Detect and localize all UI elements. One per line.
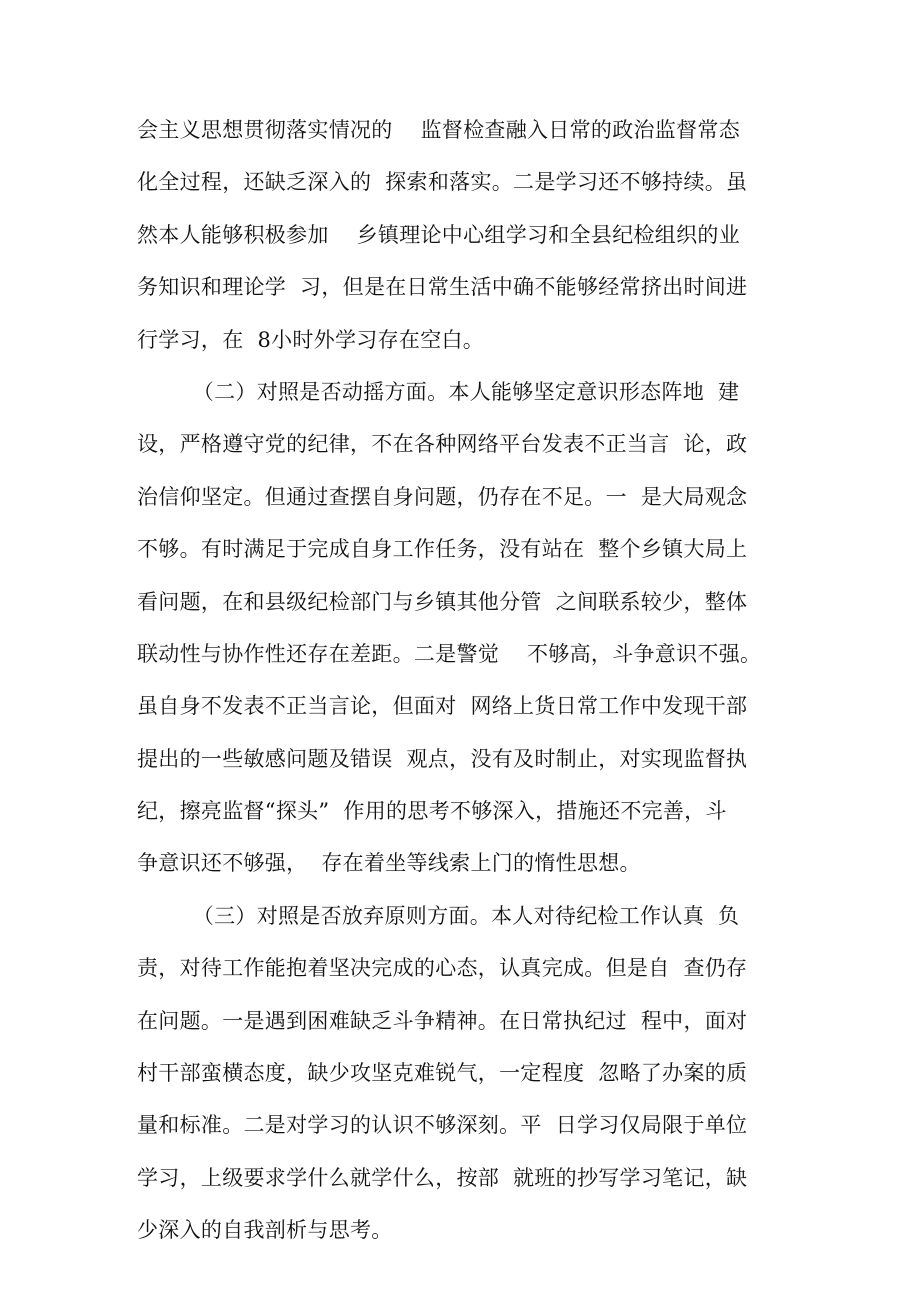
text-line: 争意识还不够强， 存在着坐等线索上门的惰性思想。 <box>137 851 641 876</box>
text-line: 村干部蛮横态度，缺少攻坚克难锐气，一定程度 忽略了办案的质 <box>137 1061 748 1086</box>
document-body <box>137 108 797 1261</box>
text-line: 然本人能够积极参加 乡镇理论中心组学习和全县纪检组织的业 <box>137 222 740 247</box>
text-line: 行学习，在 8小时外学习存在空白。 <box>137 327 485 352</box>
text-line: 务知识和理论学 习，但是在日常生活中确不能够经常挤出时间进 <box>137 275 748 300</box>
text-line: 治信仰坚定。但通过查摆自身问题，仍存在不足。一 是大局观念 <box>137 484 748 509</box>
text-line: 少深入的自我剖析与思考。 <box>137 1218 393 1243</box>
text-line: 会主义思想贯彻落实情况的 监督检查融入日常的政治监督常态 <box>137 118 740 142</box>
text-line: 责，对待工作能抱着坚决完成的心态，认真完成。但是自 查仍存 <box>137 956 748 981</box>
text-line: 在问题。一是遇到困难缺乏斗争精神。在日常执纪过 程中，面对 <box>137 1008 748 1033</box>
text-line: 量和标准。二是对学习的认识不够深刻。平 日学习仅局限于单位 <box>137 1113 748 1138</box>
text-line: 提出的一些敏感问题及错误 观点，没有及时制止，对实现监督执 <box>137 746 748 771</box>
text-line: 不够。有时满足于完成自身工作任务，没有站在 整个乡镇大局上 <box>137 537 748 562</box>
text-line: 看问题，在和县级纪检部门与乡镇其他分管 之间联系较少，整体 <box>137 589 748 614</box>
text-line: 虽自身不发表不正当言论，但面对 网络上货日常工作中发现干部 <box>137 694 748 719</box>
text-line: 学习，上级要求学什么就学什么，按部 就班的抄写学习笔记，缺 <box>137 1165 748 1190</box>
text-line: 纪，擦亮监督“探头” 作用的思考不够深入，措施还不完善，斗 <box>137 799 727 824</box>
paragraph-start-line: （三）对照是否放弃原则方面。本人对待纪检工作认真 负 <box>137 903 740 928</box>
text-line: 联动性与协作性还存在差距。二是警觉 不够高，斗争意识不强。 <box>137 641 762 666</box>
paragraph-start-line: （二）对照是否动摇方面。本人能够坚定意识形态阵地 建 <box>137 379 740 404</box>
text-line: 化全过程，还缺乏深入的 探索和落实。二是学习还不够持续。虽 <box>137 170 748 195</box>
text-line: 设，严格遵守党的纪律，不在各种网络平台发表不正当言 论，政 <box>137 432 748 457</box>
